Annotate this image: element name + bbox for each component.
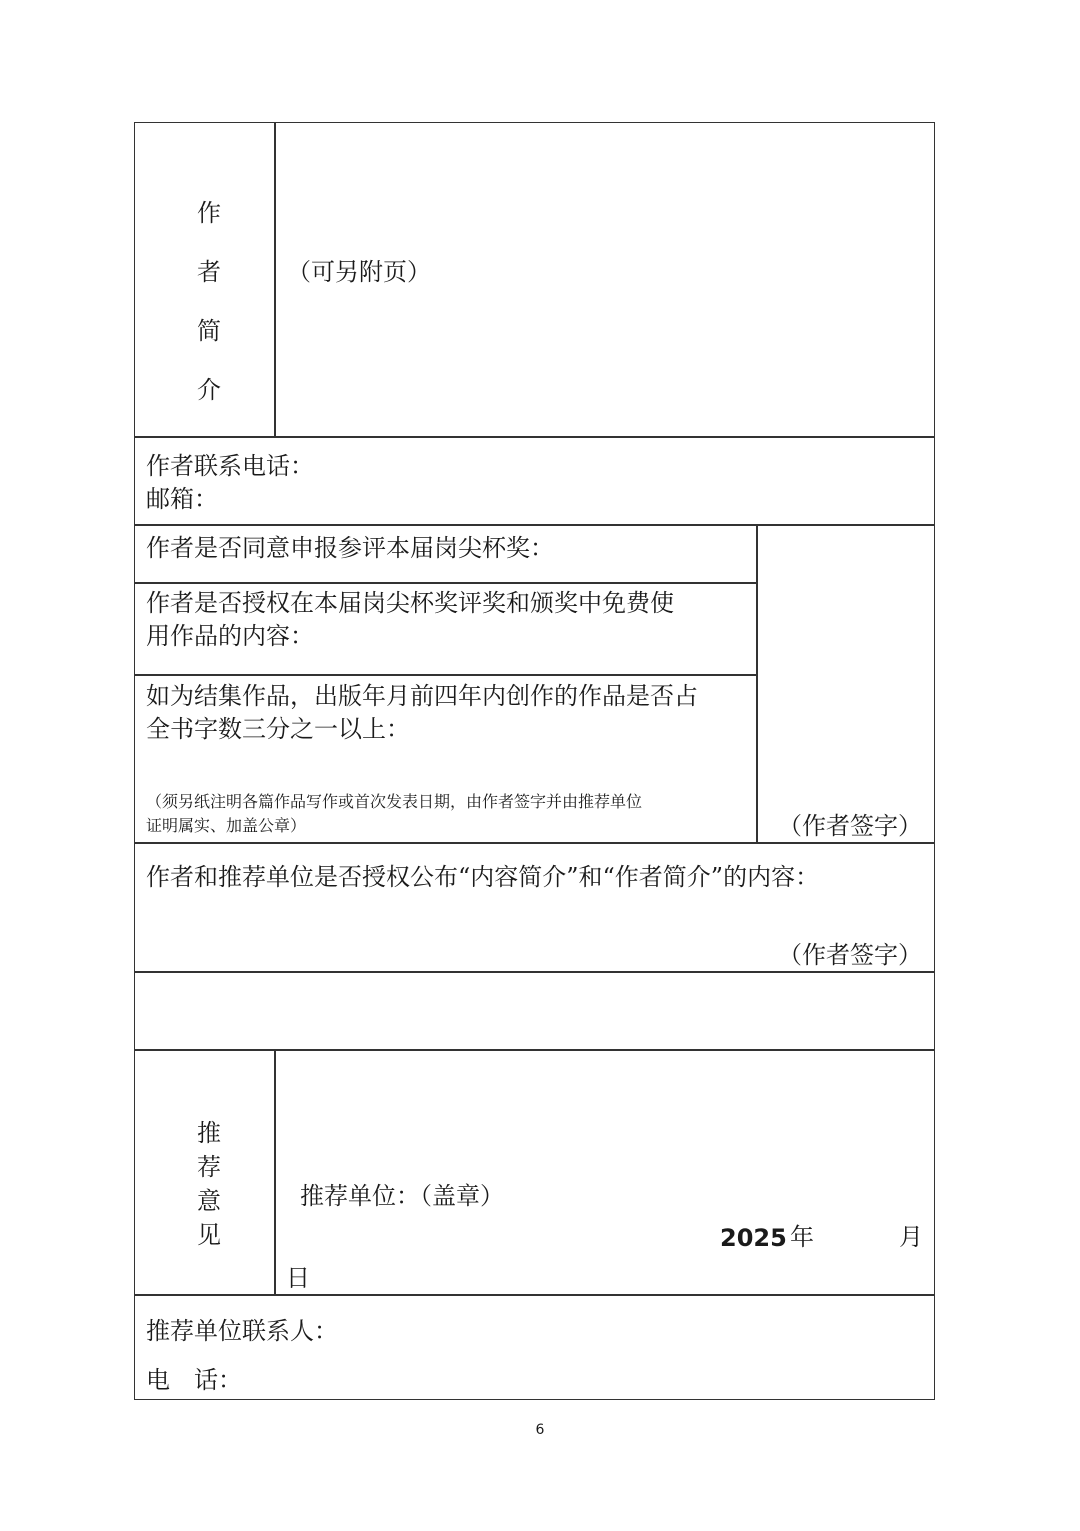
row-divider-blank <box>135 1049 934 1051</box>
application-form-table <box>134 122 935 1400</box>
page-number: 6 <box>535 1422 545 1438</box>
recommend-unit-seal: 推荐单位：（盖章） <box>300 1182 504 1210</box>
collection-question-line2: 全书字数三分之一以上： <box>146 715 410 743</box>
row-divider-contact <box>135 524 934 526</box>
author-signature-publish: （作者签字） <box>778 941 922 969</box>
bio-label-char: 简 <box>197 317 221 345</box>
recommend-label-char: 荐 <box>197 1153 221 1181</box>
bio-attach-hint: （可另附页） <box>287 258 431 286</box>
author-signature-consent: （作者签字） <box>778 812 922 840</box>
row-divider-consent-1 <box>135 582 756 584</box>
col-divider-consent <box>756 524 758 843</box>
recommend-label-char: 见 <box>197 1221 221 1249</box>
recommend-year-char: 年 <box>790 1223 814 1251</box>
col-divider-recommend <box>274 1049 276 1295</box>
author-email-label: 邮箱： <box>146 485 218 513</box>
recommend-label-char: 推 <box>197 1119 221 1147</box>
author-phone-label: 作者联系电话： <box>146 452 314 480</box>
recommend-month-char: 月 <box>899 1223 923 1251</box>
publish-authorization-question: 作者和推荐单位是否授权公布“内容简介”和“作者简介”的内容： <box>146 863 820 891</box>
recommend-label-char: 意 <box>197 1187 221 1215</box>
recommend-year: 2025 <box>720 1224 787 1252</box>
collection-note-line1: （须另纸注明各篇作品写作或首次发表日期，由作者签字并由推荐单位 <box>146 792 643 811</box>
bio-label-char: 介 <box>197 376 221 404</box>
recommend-day-char: 日 <box>286 1264 310 1292</box>
authorize-use-question-line2: 用作品的内容： <box>146 622 314 650</box>
bio-label-char: 作 <box>197 199 221 227</box>
authorize-use-question-line1: 作者是否授权在本届岗尖杯奖评奖和颁奖中免费使 <box>146 589 674 617</box>
recommender-phone-label-char1: 电 <box>146 1366 170 1394</box>
bio-label-char: 者 <box>197 258 221 286</box>
collection-note-line2: 证明属实、加盖公章） <box>146 816 307 835</box>
recommender-phone-label-char2: 话： <box>194 1366 242 1394</box>
col-divider-bio <box>274 123 276 437</box>
recommender-contact-person-label: 推荐单位联系人： <box>146 1317 338 1345</box>
row-divider-consent-2 <box>135 674 756 676</box>
collection-question-line1: 如为结集作品，出版年月前四年内创作的作品是否占 <box>146 682 698 710</box>
row-divider-recommend <box>135 1294 934 1296</box>
row-divider-bio <box>135 436 934 438</box>
agree-nomination-question: 作者是否同意申报参评本届岗尖杯奖： <box>146 534 554 562</box>
